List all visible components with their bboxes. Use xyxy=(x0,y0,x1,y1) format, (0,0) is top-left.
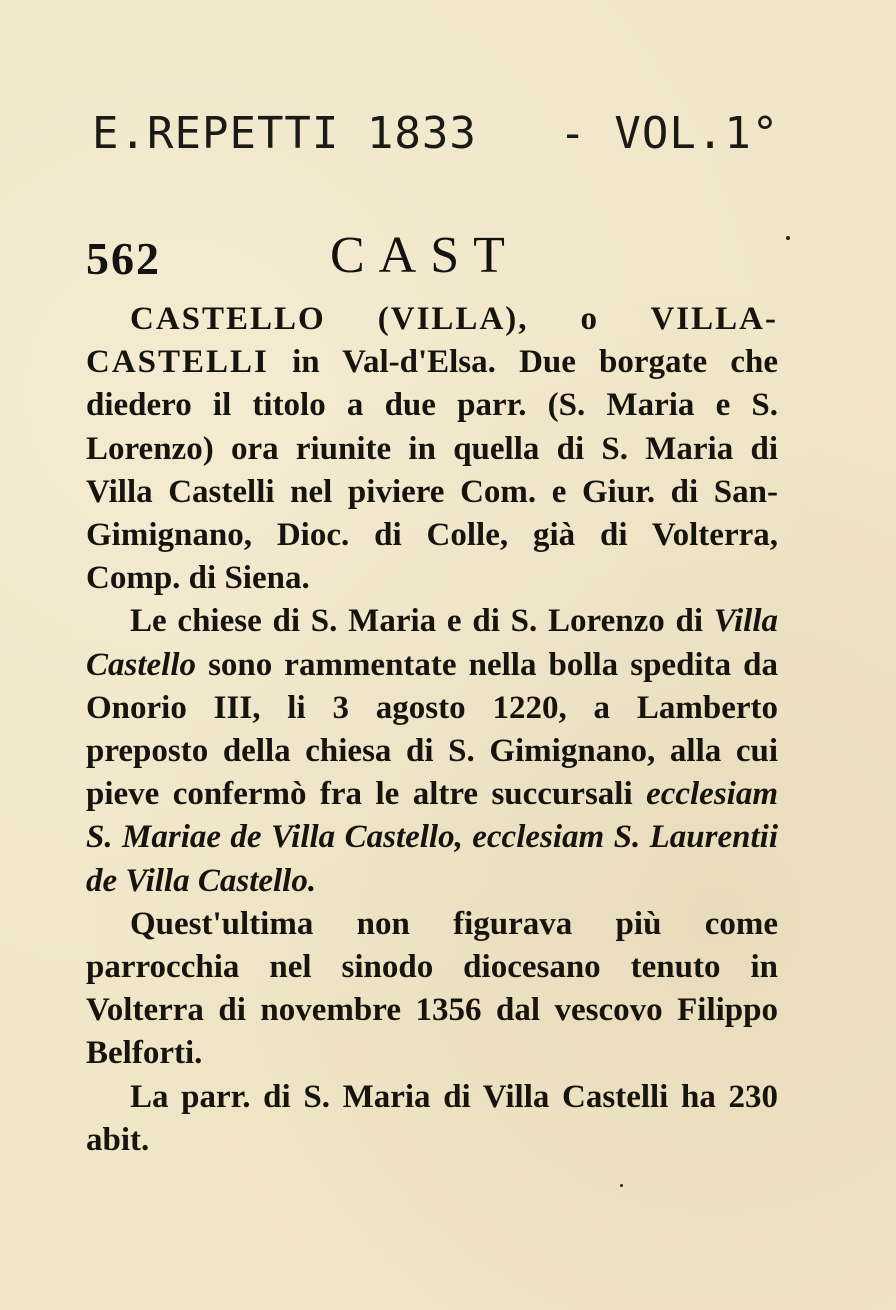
paragraph-2-italic-a: Villa Castello xyxy=(86,603,778,683)
paragraph-2-italic-b: ecclesiam S. Mariae de Villa Castello, ecclesiam S. Laurentii de Villa Castello. xyxy=(86,776,778,899)
paragraph-2 xyxy=(86,600,778,902)
scan-speck xyxy=(620,1184,623,1187)
running-head: CAST xyxy=(330,227,519,284)
paragraph-2-text-a: Le chiese di S. Maria e di S. Lorenzo di xyxy=(130,603,714,640)
entry-body xyxy=(86,298,778,1162)
header-separator: - xyxy=(559,108,587,159)
header-source: E.REPETTI 1833 xyxy=(92,108,477,159)
page-number: 562 xyxy=(86,233,161,284)
page-header xyxy=(92,108,779,159)
paragraph-4: La parr. di S. Maria di Villa Castelli ha 230 abit. xyxy=(86,1078,778,1158)
paragraph-1 xyxy=(86,298,778,600)
paragraph-2-text-b: sono rammentate nella bolla spedita da Onorio III, li 3 agosto 1220, a Lamberto preposto della chiesa di S. Gimignano, alla cui pieve confermò fra le altre succursali xyxy=(86,646,778,813)
header-volume: VOL.1° xyxy=(614,108,780,159)
paragraph-1-text: in Val-d'Elsa. Due borgate che diedero il titolo a due parr. (S. Maria e S. Lorenzo) ora riunite in quella di S. Maria di Villa Castelli nel piviere Com. e Giur. di San-Gimignano, Dioc. di Colle, già di Volterra, Comp. di Siena. xyxy=(86,344,778,597)
entry-headword: CASTELLO (VILLA), o VILLA-CASTELLI xyxy=(86,301,778,381)
scan-speck xyxy=(786,236,790,240)
paragraph-3: Quest'ultima non figurava più come parrocchia nel sinodo diocesano tenuto in Volterra di novembre 1356 dal vescovo Filippo Belforti. xyxy=(86,905,778,1072)
